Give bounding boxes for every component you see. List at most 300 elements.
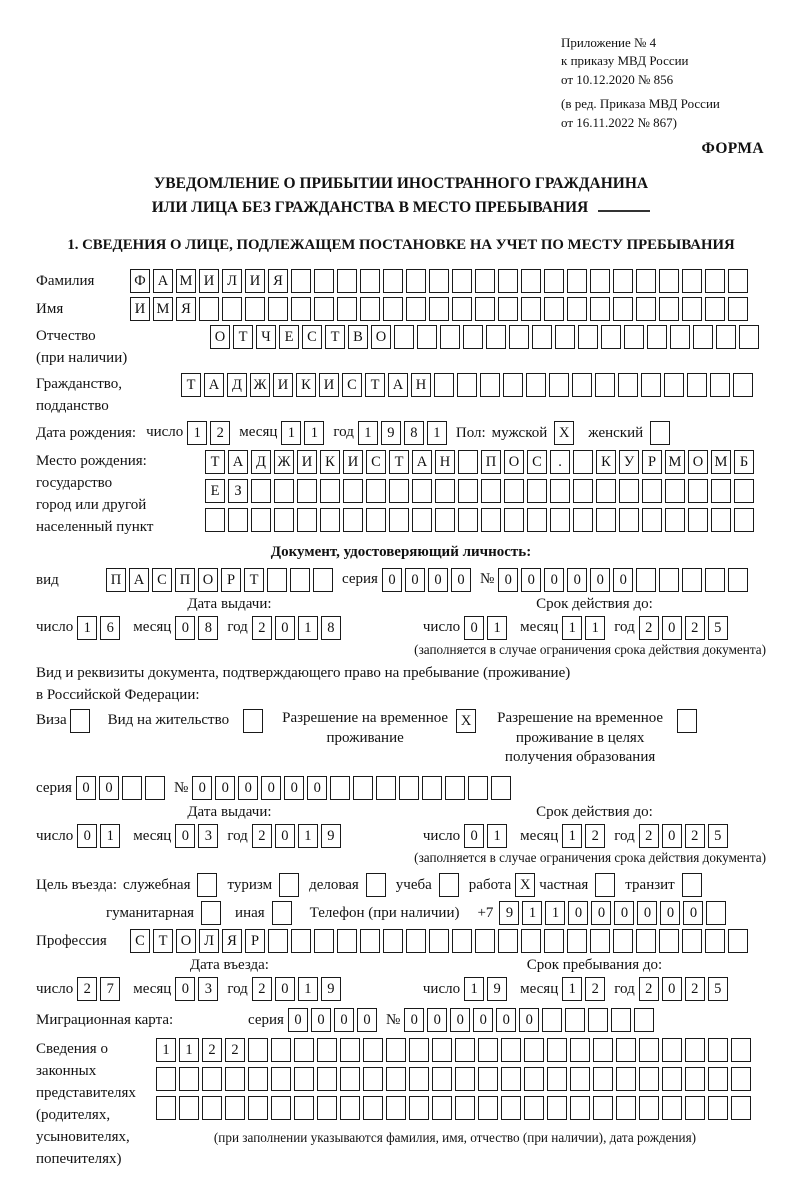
char-cell[interactable] xyxy=(716,325,736,349)
char-cell[interactable]: 0 xyxy=(275,824,295,848)
char-cell[interactable] xyxy=(613,297,633,321)
char-cell[interactable] xyxy=(353,776,373,800)
char-cell[interactable] xyxy=(409,1096,429,1120)
char-cell[interactable]: 0 xyxy=(519,1008,539,1032)
char-cell[interactable]: Р xyxy=(221,568,241,592)
char-cell[interactable] xyxy=(337,297,357,321)
char-cell[interactable] xyxy=(601,325,621,349)
char-cell[interactable] xyxy=(156,1067,176,1091)
char-cell[interactable]: 0 xyxy=(473,1008,493,1032)
char-cell[interactable] xyxy=(734,508,754,532)
char-cell[interactable] xyxy=(455,1038,475,1062)
char-cell[interactable]: 0 xyxy=(175,824,195,848)
char-cell[interactable] xyxy=(542,1008,562,1032)
char-cell[interactable] xyxy=(343,508,363,532)
char-cell[interactable] xyxy=(731,1096,751,1120)
char-cell[interactable]: 0 xyxy=(662,977,682,1001)
char-cell[interactable] xyxy=(360,929,380,953)
char-cell[interactable] xyxy=(475,269,495,293)
char-cell[interactable] xyxy=(445,776,465,800)
char-cell[interactable] xyxy=(708,1067,728,1091)
char-cell[interactable] xyxy=(248,1038,268,1062)
char-cell[interactable] xyxy=(291,269,311,293)
char-cell[interactable] xyxy=(491,776,511,800)
char-cell[interactable] xyxy=(294,1096,314,1120)
char-cell[interactable]: З xyxy=(228,479,248,503)
char-cell[interactable] xyxy=(573,479,593,503)
char-cell[interactable]: 0 xyxy=(637,901,657,925)
char-cell[interactable]: 2 xyxy=(639,616,659,640)
char-cell[interactable] xyxy=(360,269,380,293)
char-cell[interactable] xyxy=(463,325,483,349)
char-cell[interactable] xyxy=(547,1038,567,1062)
char-cell[interactable]: Т xyxy=(153,929,173,953)
char-cell[interactable]: С xyxy=(342,373,362,397)
purpose-official-checkbox[interactable] xyxy=(197,873,217,897)
char-cell[interactable]: Ж xyxy=(250,373,270,397)
char-cell[interactable]: Т xyxy=(181,373,201,397)
char-cell[interactable]: 8 xyxy=(404,421,424,445)
char-cell[interactable] xyxy=(688,479,708,503)
char-cell[interactable]: 0 xyxy=(464,824,484,848)
char-cell[interactable] xyxy=(248,1067,268,1091)
char-cell[interactable] xyxy=(636,568,656,592)
char-cell[interactable] xyxy=(394,325,414,349)
char-cell[interactable]: 0 xyxy=(451,568,471,592)
char-cell[interactable]: Ф xyxy=(130,269,150,293)
char-cell[interactable] xyxy=(271,1038,291,1062)
char-cell[interactable] xyxy=(458,508,478,532)
char-cell[interactable] xyxy=(682,929,702,953)
char-cell[interactable] xyxy=(340,1096,360,1120)
char-cell[interactable]: К xyxy=(596,450,616,474)
char-cell[interactable] xyxy=(406,269,426,293)
char-cell[interactable] xyxy=(480,373,500,397)
char-cell[interactable]: 0 xyxy=(544,568,564,592)
char-cell[interactable] xyxy=(593,1096,613,1120)
char-cell[interactable] xyxy=(593,1067,613,1091)
char-cell[interactable] xyxy=(386,1038,406,1062)
char-cell[interactable] xyxy=(268,297,288,321)
char-cell[interactable]: 8 xyxy=(198,616,218,640)
char-cell[interactable]: П xyxy=(106,568,126,592)
char-cell[interactable] xyxy=(363,1038,383,1062)
char-cell[interactable]: И xyxy=(245,269,265,293)
char-cell[interactable]: Я xyxy=(222,929,242,953)
char-cell[interactable]: М xyxy=(665,450,685,474)
char-cell[interactable]: Н xyxy=(435,450,455,474)
char-cell[interactable] xyxy=(248,1096,268,1120)
char-cell[interactable] xyxy=(202,1096,222,1120)
char-cell[interactable] xyxy=(728,929,748,953)
char-cell[interactable] xyxy=(567,297,587,321)
char-cell[interactable]: 1 xyxy=(358,421,378,445)
char-cell[interactable]: 1 xyxy=(298,977,318,1001)
char-cell[interactable] xyxy=(458,450,478,474)
char-cell[interactable] xyxy=(290,568,310,592)
char-cell[interactable] xyxy=(642,508,662,532)
char-cell[interactable] xyxy=(710,373,730,397)
char-cell[interactable] xyxy=(685,1038,705,1062)
char-cell[interactable] xyxy=(619,479,639,503)
char-cell[interactable]: Я xyxy=(176,297,196,321)
char-cell[interactable] xyxy=(202,1067,222,1091)
char-cell[interactable] xyxy=(409,1067,429,1091)
char-cell[interactable] xyxy=(268,929,288,953)
char-cell[interactable] xyxy=(314,269,334,293)
char-cell[interactable] xyxy=(527,508,547,532)
char-cell[interactable] xyxy=(297,479,317,503)
char-cell[interactable] xyxy=(504,508,524,532)
char-cell[interactable] xyxy=(383,297,403,321)
char-cell[interactable] xyxy=(363,1067,383,1091)
char-cell[interactable] xyxy=(337,929,357,953)
edu-permit-checkbox[interactable] xyxy=(677,709,697,733)
char-cell[interactable] xyxy=(524,1096,544,1120)
char-cell[interactable] xyxy=(452,297,472,321)
char-cell[interactable]: С xyxy=(130,929,150,953)
char-cell[interactable]: 0 xyxy=(215,776,235,800)
char-cell[interactable]: 1 xyxy=(100,824,120,848)
char-cell[interactable] xyxy=(429,297,449,321)
char-cell[interactable]: 0 xyxy=(567,568,587,592)
char-cell[interactable] xyxy=(458,479,478,503)
char-cell[interactable]: У xyxy=(619,450,639,474)
char-cell[interactable]: 0 xyxy=(334,1008,354,1032)
char-cell[interactable]: Т xyxy=(205,450,225,474)
char-cell[interactable]: 0 xyxy=(568,901,588,925)
char-cell[interactable]: С xyxy=(152,568,172,592)
char-cell[interactable] xyxy=(320,508,340,532)
char-cell[interactable]: О xyxy=(210,325,230,349)
char-cell[interactable] xyxy=(429,929,449,953)
char-cell[interactable]: 0 xyxy=(427,1008,447,1032)
char-cell[interactable]: 1 xyxy=(298,824,318,848)
char-cell[interactable] xyxy=(588,1008,608,1032)
char-cell[interactable] xyxy=(412,508,432,532)
char-cell[interactable] xyxy=(389,508,409,532)
char-cell[interactable] xyxy=(314,297,334,321)
char-cell[interactable]: Л xyxy=(199,929,219,953)
char-cell[interactable] xyxy=(711,479,731,503)
char-cell[interactable]: 0 xyxy=(590,568,610,592)
char-cell[interactable]: И xyxy=(273,373,293,397)
char-cell[interactable] xyxy=(590,297,610,321)
char-cell[interactable] xyxy=(504,479,524,503)
char-cell[interactable] xyxy=(570,1096,590,1120)
char-cell[interactable]: И xyxy=(130,297,150,321)
purpose-tourism-checkbox[interactable] xyxy=(279,873,299,897)
char-cell[interactable] xyxy=(481,508,501,532)
char-cell[interactable] xyxy=(634,1008,654,1032)
char-cell[interactable] xyxy=(550,479,570,503)
char-cell[interactable]: 5 xyxy=(708,977,728,1001)
char-cell[interactable]: 0 xyxy=(464,616,484,640)
char-cell[interactable] xyxy=(432,1067,452,1091)
char-cell[interactable] xyxy=(314,929,334,953)
char-cell[interactable] xyxy=(532,325,552,349)
char-cell[interactable] xyxy=(593,1038,613,1062)
char-cell[interactable] xyxy=(733,373,753,397)
char-cell[interactable]: И xyxy=(319,373,339,397)
char-cell[interactable] xyxy=(156,1096,176,1120)
char-cell[interactable] xyxy=(618,373,638,397)
char-cell[interactable] xyxy=(647,325,667,349)
char-cell[interactable]: 0 xyxy=(238,776,258,800)
char-cell[interactable]: 0 xyxy=(614,901,634,925)
char-cell[interactable] xyxy=(412,479,432,503)
visa-checkbox[interactable] xyxy=(70,709,90,733)
char-cell[interactable]: С xyxy=(527,450,547,474)
char-cell[interactable] xyxy=(544,269,564,293)
char-cell[interactable]: Я xyxy=(268,269,288,293)
char-cell[interactable]: 0 xyxy=(99,776,119,800)
char-cell[interactable] xyxy=(145,776,165,800)
char-cell[interactable] xyxy=(501,1067,521,1091)
char-cell[interactable] xyxy=(682,568,702,592)
char-cell[interactable]: 1 xyxy=(298,616,318,640)
char-cell[interactable]: 8 xyxy=(321,616,341,640)
char-cell[interactable]: 2 xyxy=(585,824,605,848)
char-cell[interactable] xyxy=(179,1067,199,1091)
char-cell[interactable] xyxy=(317,1096,337,1120)
char-cell[interactable]: 1 xyxy=(156,1038,176,1062)
char-cell[interactable] xyxy=(481,479,501,503)
char-cell[interactable] xyxy=(565,1008,585,1032)
char-cell[interactable] xyxy=(228,508,248,532)
char-cell[interactable] xyxy=(271,1067,291,1091)
char-cell[interactable]: Л xyxy=(222,269,242,293)
char-cell[interactable] xyxy=(664,373,684,397)
char-cell[interactable]: А xyxy=(153,269,173,293)
temp-permit-checkbox[interactable]: X xyxy=(456,709,476,733)
char-cell[interactable]: 0 xyxy=(428,568,448,592)
char-cell[interactable]: 0 xyxy=(613,568,633,592)
char-cell[interactable] xyxy=(687,373,707,397)
char-cell[interactable]: 0 xyxy=(683,901,703,925)
char-cell[interactable] xyxy=(432,1038,452,1062)
char-cell[interactable]: Т xyxy=(244,568,264,592)
char-cell[interactable] xyxy=(452,929,472,953)
char-cell[interactable]: 0 xyxy=(77,824,97,848)
char-cell[interactable] xyxy=(641,373,661,397)
char-cell[interactable] xyxy=(452,269,472,293)
purpose-study-checkbox[interactable] xyxy=(439,873,459,897)
char-cell[interactable] xyxy=(498,269,518,293)
char-cell[interactable]: 0 xyxy=(175,977,195,1001)
char-cell[interactable] xyxy=(313,568,333,592)
char-cell[interactable]: 1 xyxy=(585,616,605,640)
char-cell[interactable] xyxy=(665,508,685,532)
char-cell[interactable]: А xyxy=(388,373,408,397)
char-cell[interactable] xyxy=(340,1067,360,1091)
char-cell[interactable] xyxy=(501,1096,521,1120)
char-cell[interactable]: 0 xyxy=(404,1008,424,1032)
char-cell[interactable]: 0 xyxy=(591,901,611,925)
char-cell[interactable]: 1 xyxy=(487,616,507,640)
char-cell[interactable] xyxy=(432,1096,452,1120)
char-cell[interactable]: 2 xyxy=(685,616,705,640)
char-cell[interactable] xyxy=(596,479,616,503)
residence-permit-checkbox[interactable] xyxy=(243,709,263,733)
char-cell[interactable]: А xyxy=(129,568,149,592)
char-cell[interactable] xyxy=(399,776,419,800)
char-cell[interactable]: 0 xyxy=(450,1008,470,1032)
char-cell[interactable] xyxy=(498,929,518,953)
char-cell[interactable]: Б xyxy=(734,450,754,474)
char-cell[interactable] xyxy=(734,479,754,503)
char-cell[interactable]: М xyxy=(711,450,731,474)
char-cell[interactable] xyxy=(205,508,225,532)
char-cell[interactable]: О xyxy=(504,450,524,474)
char-cell[interactable]: 1 xyxy=(187,421,207,445)
char-cell[interactable] xyxy=(199,297,219,321)
char-cell[interactable]: Т xyxy=(233,325,253,349)
char-cell[interactable] xyxy=(271,1096,291,1120)
char-cell[interactable]: 1 xyxy=(487,824,507,848)
char-cell[interactable] xyxy=(337,269,357,293)
char-cell[interactable] xyxy=(225,1067,245,1091)
char-cell[interactable]: 0 xyxy=(311,1008,331,1032)
char-cell[interactable] xyxy=(596,508,616,532)
char-cell[interactable]: С xyxy=(302,325,322,349)
char-cell[interactable] xyxy=(475,929,495,953)
char-cell[interactable] xyxy=(670,325,690,349)
char-cell[interactable]: 1 xyxy=(562,616,582,640)
char-cell[interactable] xyxy=(291,297,311,321)
char-cell[interactable] xyxy=(595,373,615,397)
char-cell[interactable] xyxy=(527,479,547,503)
char-cell[interactable] xyxy=(386,1096,406,1120)
char-cell[interactable]: 2 xyxy=(252,977,272,1001)
char-cell[interactable]: П xyxy=(481,450,501,474)
char-cell[interactable] xyxy=(122,776,142,800)
char-cell[interactable]: 2 xyxy=(639,977,659,1001)
char-cell[interactable] xyxy=(705,568,725,592)
char-cell[interactable] xyxy=(665,479,685,503)
char-cell[interactable] xyxy=(317,1038,337,1062)
char-cell[interactable] xyxy=(360,297,380,321)
char-cell[interactable]: 0 xyxy=(498,568,518,592)
char-cell[interactable] xyxy=(547,1067,567,1091)
char-cell[interactable] xyxy=(731,1038,751,1062)
char-cell[interactable] xyxy=(435,479,455,503)
char-cell[interactable] xyxy=(636,297,656,321)
char-cell[interactable]: 0 xyxy=(175,616,195,640)
char-cell[interactable] xyxy=(544,297,564,321)
char-cell[interactable] xyxy=(475,297,495,321)
char-cell[interactable] xyxy=(706,901,726,925)
char-cell[interactable]: 0 xyxy=(357,1008,377,1032)
char-cell[interactable]: 2 xyxy=(77,977,97,1001)
char-cell[interactable] xyxy=(613,269,633,293)
char-cell[interactable] xyxy=(642,479,662,503)
char-cell[interactable] xyxy=(340,1038,360,1062)
sex-male-checkbox[interactable]: X xyxy=(554,421,574,445)
char-cell[interactable] xyxy=(659,568,679,592)
char-cell[interactable] xyxy=(728,297,748,321)
char-cell[interactable]: 9 xyxy=(381,421,401,445)
char-cell[interactable] xyxy=(711,508,731,532)
char-cell[interactable] xyxy=(521,297,541,321)
char-cell[interactable] xyxy=(555,325,575,349)
purpose-private-checkbox[interactable] xyxy=(595,873,615,897)
char-cell[interactable]: 2 xyxy=(685,824,705,848)
char-cell[interactable] xyxy=(705,929,725,953)
char-cell[interactable] xyxy=(468,776,488,800)
char-cell[interactable] xyxy=(294,1067,314,1091)
char-cell[interactable]: Н xyxy=(411,373,431,397)
char-cell[interactable] xyxy=(521,269,541,293)
char-cell[interactable] xyxy=(291,929,311,953)
char-cell[interactable]: Т xyxy=(325,325,345,349)
char-cell[interactable]: Е xyxy=(205,479,225,503)
char-cell[interactable] xyxy=(639,1096,659,1120)
char-cell[interactable]: В xyxy=(348,325,368,349)
char-cell[interactable] xyxy=(478,1067,498,1091)
char-cell[interactable] xyxy=(685,1067,705,1091)
char-cell[interactable]: 0 xyxy=(76,776,96,800)
char-cell[interactable] xyxy=(693,325,713,349)
char-cell[interactable] xyxy=(366,479,386,503)
char-cell[interactable] xyxy=(636,929,656,953)
char-cell[interactable] xyxy=(728,269,748,293)
char-cell[interactable]: 2 xyxy=(225,1038,245,1062)
char-cell[interactable]: 0 xyxy=(662,616,682,640)
char-cell[interactable]: С xyxy=(366,450,386,474)
char-cell[interactable]: Р xyxy=(642,450,662,474)
char-cell[interactable] xyxy=(636,269,656,293)
char-cell[interactable] xyxy=(245,297,265,321)
char-cell[interactable] xyxy=(486,325,506,349)
char-cell[interactable] xyxy=(659,929,679,953)
char-cell[interactable]: О xyxy=(198,568,218,592)
char-cell[interactable]: И xyxy=(343,450,363,474)
char-cell[interactable]: 6 xyxy=(100,616,120,640)
char-cell[interactable]: 1 xyxy=(281,421,301,445)
char-cell[interactable] xyxy=(549,373,569,397)
char-cell[interactable] xyxy=(409,1038,429,1062)
char-cell[interactable] xyxy=(274,479,294,503)
char-cell[interactable]: Т xyxy=(365,373,385,397)
char-cell[interactable]: 1 xyxy=(77,616,97,640)
char-cell[interactable] xyxy=(547,1096,567,1120)
char-cell[interactable] xyxy=(611,1008,631,1032)
char-cell[interactable] xyxy=(251,508,271,532)
char-cell[interactable] xyxy=(705,269,725,293)
char-cell[interactable] xyxy=(376,776,396,800)
char-cell[interactable]: 0 xyxy=(521,568,541,592)
char-cell[interactable] xyxy=(363,1096,383,1120)
char-cell[interactable]: 0 xyxy=(496,1008,516,1032)
char-cell[interactable]: И xyxy=(297,450,317,474)
char-cell[interactable] xyxy=(570,1038,590,1062)
char-cell[interactable]: 3 xyxy=(198,977,218,1001)
purpose-business-checkbox[interactable] xyxy=(366,873,386,897)
char-cell[interactable]: 0 xyxy=(660,901,680,925)
char-cell[interactable] xyxy=(739,325,759,349)
char-cell[interactable] xyxy=(550,508,570,532)
char-cell[interactable] xyxy=(320,479,340,503)
char-cell[interactable]: М xyxy=(176,269,196,293)
char-cell[interactable] xyxy=(435,508,455,532)
char-cell[interactable]: 1 xyxy=(304,421,324,445)
char-cell[interactable] xyxy=(573,450,593,474)
char-cell[interactable] xyxy=(417,325,437,349)
char-cell[interactable] xyxy=(659,269,679,293)
char-cell[interactable]: Ж xyxy=(274,450,294,474)
char-cell[interactable]: Т xyxy=(389,450,409,474)
